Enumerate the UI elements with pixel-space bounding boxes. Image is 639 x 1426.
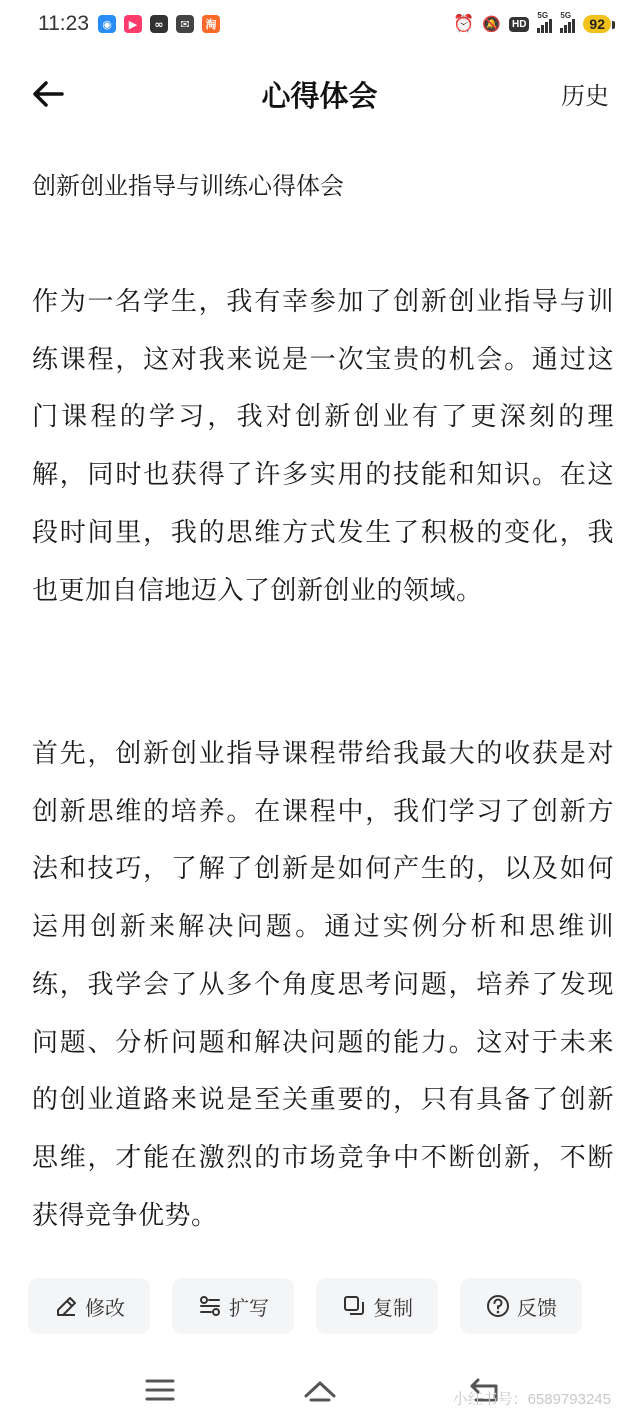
app-header [0, 52, 639, 132]
feedback-label: 反馈 [517, 1295, 557, 1320]
menu-icon [140, 1370, 180, 1410]
notification-icons [98, 15, 220, 33]
edit-label: 修改 [85, 1295, 125, 1320]
watermark-text: 小红书号：6589793245 [452, 1391, 611, 1408]
document-title: 创新创业指导与训练心得体会 [32, 172, 344, 200]
copy-button[interactable] [316, 1278, 438, 1334]
expand-label: 扩写 [229, 1295, 269, 1320]
menu-nav-button[interactable] [140, 1370, 180, 1410]
signal-1-icon: 5G [537, 15, 552, 33]
action-bar [28, 1278, 618, 1334]
feedback-button[interactable] [460, 1278, 582, 1334]
edit-button[interactable] [28, 1278, 150, 1334]
expand-button[interactable] [172, 1278, 294, 1334]
status-indicators [453, 11, 611, 34]
eraser-icon [53, 1293, 79, 1319]
status-time: 11:23 [38, 12, 89, 35]
home-icon [300, 1370, 340, 1410]
hd-badge: HD [509, 17, 529, 32]
history-button[interactable]: 历史 [561, 82, 609, 110]
expand-text-icon [197, 1293, 223, 1319]
paragraph-2: 首先，创新创业指导课程带给我最大的收获是对创新思维的培养。在课程中，我们学习了创新方法和技巧，了解了创新是如何产生的，以及如何运用创新来解决问题。通过实例分析和思维训练，我学会了从多个角度思考问题，培养了发现问题、分析问题和解决问题的能力。这对于未来的创业道路来说是至关重要的，只有具备了创新思维，才能在激烈的市场竞争中不断创新，不断获得竞争优势。 [32, 739, 614, 1231]
link-app-icon: ∞ [150, 15, 168, 33]
alarm-icon: ⏰ [453, 14, 475, 33]
shopping-app-icon: 淘 [202, 15, 220, 33]
copy-icon [341, 1293, 367, 1319]
home-nav-button[interactable] [300, 1370, 340, 1410]
media-app-icon: ▶ [124, 15, 142, 33]
paragraph-1: 作为一名学生，我有幸参加了创新创业指导与训练课程，这对我来说是一次宝贵的机会。通过这门课程的学习，我对创新创业有了更深刻的理解，同时也获得了许多实用的技能和知识。在这段时间里，我的思维方式发生了积极的变化，我也更加自信地迈入了创新创业的领域。 [32, 287, 614, 606]
signal-2-icon: 5G [560, 15, 575, 33]
copy-label: 复制 [373, 1295, 413, 1320]
qq-icon: ◉ [98, 15, 116, 33]
battery-indicator: 92 [583, 15, 611, 33]
mute-icon: 🔕 [482, 16, 501, 33]
page-title: 心得体会 [261, 79, 378, 113]
mail-icon: ✉ [176, 15, 194, 33]
help-circle-icon [485, 1293, 511, 1319]
status-bar [0, 0, 639, 52]
document-content [32, 162, 612, 210]
